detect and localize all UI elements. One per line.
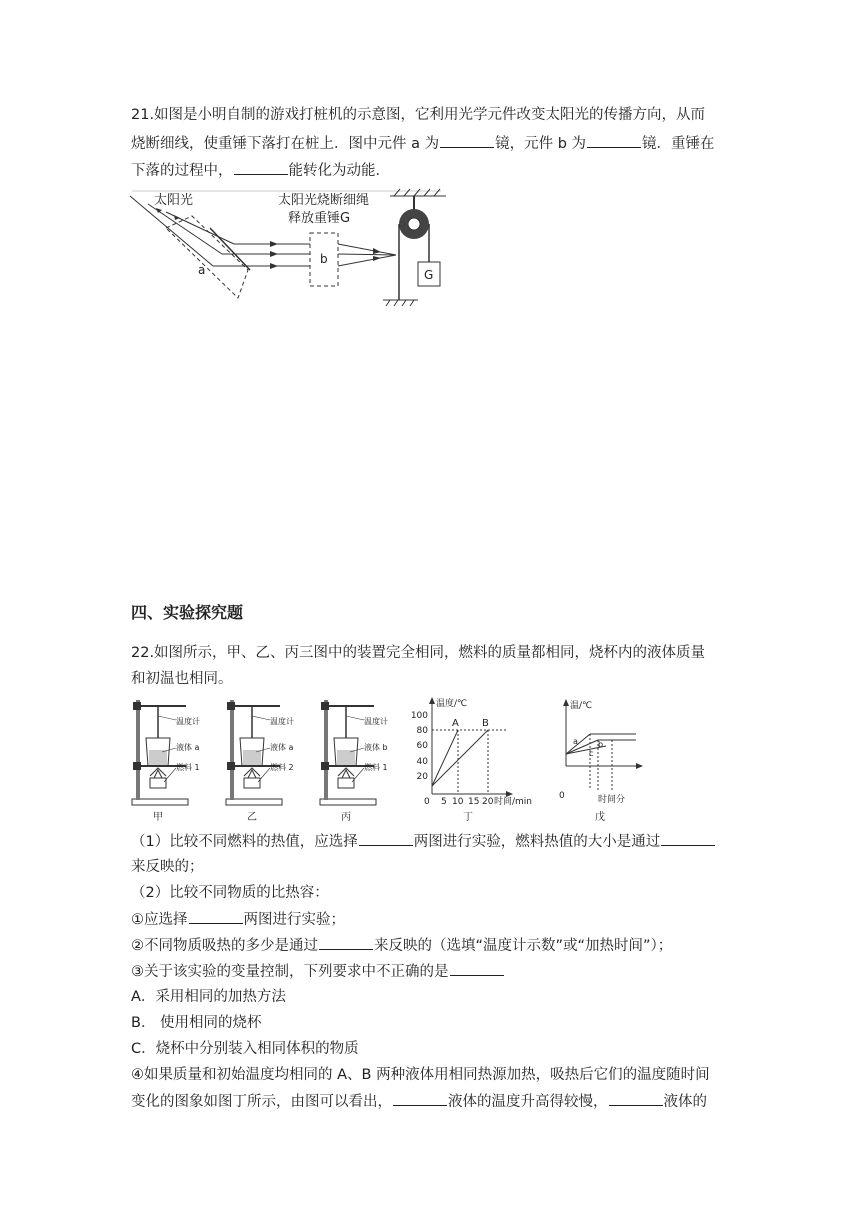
q22-line-1: 22.如图所示，甲、乙、丙三图中的装置完全相同，燃料的质量都相同，烧杯内的液体质量 [131, 645, 706, 661]
ytick-20: 20 [416, 772, 428, 782]
line-a [432, 730, 458, 786]
pile-driver-figure [128, 188, 448, 313]
apparatus-figure-yi [222, 694, 312, 822]
xtick-10: 10 [452, 797, 464, 807]
origin-label: 0 [559, 791, 565, 801]
q22-part2-4-line-1: ④如果质量和初始温度均相同的 A、B 两种液体用相同热源加热，吸热后它们的温度随时间 [131, 1067, 710, 1083]
caption-ding: 丁 [463, 812, 473, 822]
answer-blank[interactable] [234, 160, 288, 175]
y-axis-label: 温/℃ [570, 701, 593, 711]
thermometer-label: 温度计 [364, 717, 388, 726]
answer-blank[interactable] [189, 909, 243, 924]
answer-blank[interactable] [609, 1091, 663, 1106]
apparatus-figure-bing [316, 694, 406, 822]
line-b [432, 730, 488, 786]
label-b: b [598, 740, 604, 749]
option-a: A．采用相同的加热方法 [131, 989, 286, 1005]
thermometer-label: 温度计 [176, 717, 200, 726]
x-axis-label: 时间/min [494, 797, 533, 807]
liquid-label: 液体 a [176, 743, 200, 752]
answer-blank[interactable] [393, 1091, 447, 1106]
section-heading: 四、实验探究题 [131, 603, 244, 622]
answer-blank[interactable] [661, 831, 715, 846]
caption-yi: 乙 [247, 812, 257, 822]
y-axis-label: 温度/℃ [436, 699, 468, 709]
q22-part1-line-1: （1）比较不同燃料的热值，应选择 两图进行实验，燃料热值的大小是通过 [131, 831, 716, 852]
caption-wu: 戊 [595, 812, 605, 822]
option-b: B． 使用相同的烧杯 [131, 1015, 262, 1031]
answer-blank[interactable] [440, 133, 494, 148]
q22-part2-2: ②不同物质吸热的多少是通过 来反映的（选填“温度计示数”或“加热时间”）； [131, 935, 672, 956]
xtick-15: 15 [468, 797, 480, 807]
liquid-label: 液体 b [364, 743, 388, 752]
xtick-0: 0 [424, 797, 430, 807]
label-c: c [589, 749, 594, 758]
liquid-label: 液体 a [270, 743, 294, 752]
x-axis-label: 时间分 [598, 795, 626, 805]
q22-part2-3: ③关于该实验的变量控制，下列要求中不正确的是 [131, 961, 505, 982]
ytick-60: 60 [416, 741, 428, 751]
mirror-a-box [166, 216, 248, 298]
ytick-80: 80 [416, 726, 428, 736]
thermometer-label: 温度计 [270, 717, 294, 726]
sunlight-label: 太阳光 [154, 193, 194, 208]
q22-part2: （2）比较不同物质的比热容： [131, 885, 329, 901]
caption-jia: 甲 [153, 812, 163, 822]
fuel-label: 燃料 2 [270, 763, 294, 772]
apparatus-figure-jia [128, 694, 218, 822]
ytick-100: 100 [410, 711, 428, 721]
graph-ding [408, 694, 548, 822]
q21-line-2: 烧断细线，使重锤下落打在桩上．图中元件 a 为 镜，元件 b 为 镜．重锤在 [131, 133, 715, 154]
caption-bing: 丙 [341, 812, 351, 822]
fuel-label: 燃料 1 [364, 763, 388, 772]
answer-blank[interactable] [359, 831, 413, 846]
q22-line-2: 和初温也相同。 [131, 671, 233, 687]
xtick-5: 5 [441, 797, 447, 807]
point-a-label: A [452, 718, 459, 729]
fuel-label: 燃料 1 [176, 763, 200, 772]
point-b-label: B [482, 718, 489, 729]
label-a: a [198, 263, 206, 277]
q22-part2-1: ①应选择 两图进行实验； [131, 909, 345, 930]
answer-blank[interactable] [450, 961, 504, 976]
answer-blank[interactable] [319, 935, 373, 950]
q21-line-1: 21.如图是小明自制的游戏打桩机的示意图，它利用光学元件改变太阳光的传播方向，从而 [131, 107, 706, 123]
label-b: b [320, 252, 328, 266]
q21-line-3: 下落的过程中， 能转化为动能． [131, 160, 390, 181]
burn-label-1: 太阳光烧断细绳 [278, 193, 370, 208]
label-g: G [424, 268, 434, 282]
burn-label-2: 释放重锤G [288, 211, 351, 226]
q22-part1-line-2: 来反映的； [131, 859, 204, 875]
label-a: a [573, 737, 578, 746]
xtick-20: 20 [482, 797, 494, 807]
graph-wu [556, 694, 646, 822]
q22-part2-4-line-2: 变化的图象如图丁所示，由图可以看出， 液体的温度升高得较慢， 液体的 [131, 1091, 707, 1112]
answer-blank[interactable] [587, 133, 641, 148]
option-c: C．烧杯中分别装入相同体积的物质 [131, 1041, 359, 1057]
ytick-40: 40 [416, 757, 428, 767]
